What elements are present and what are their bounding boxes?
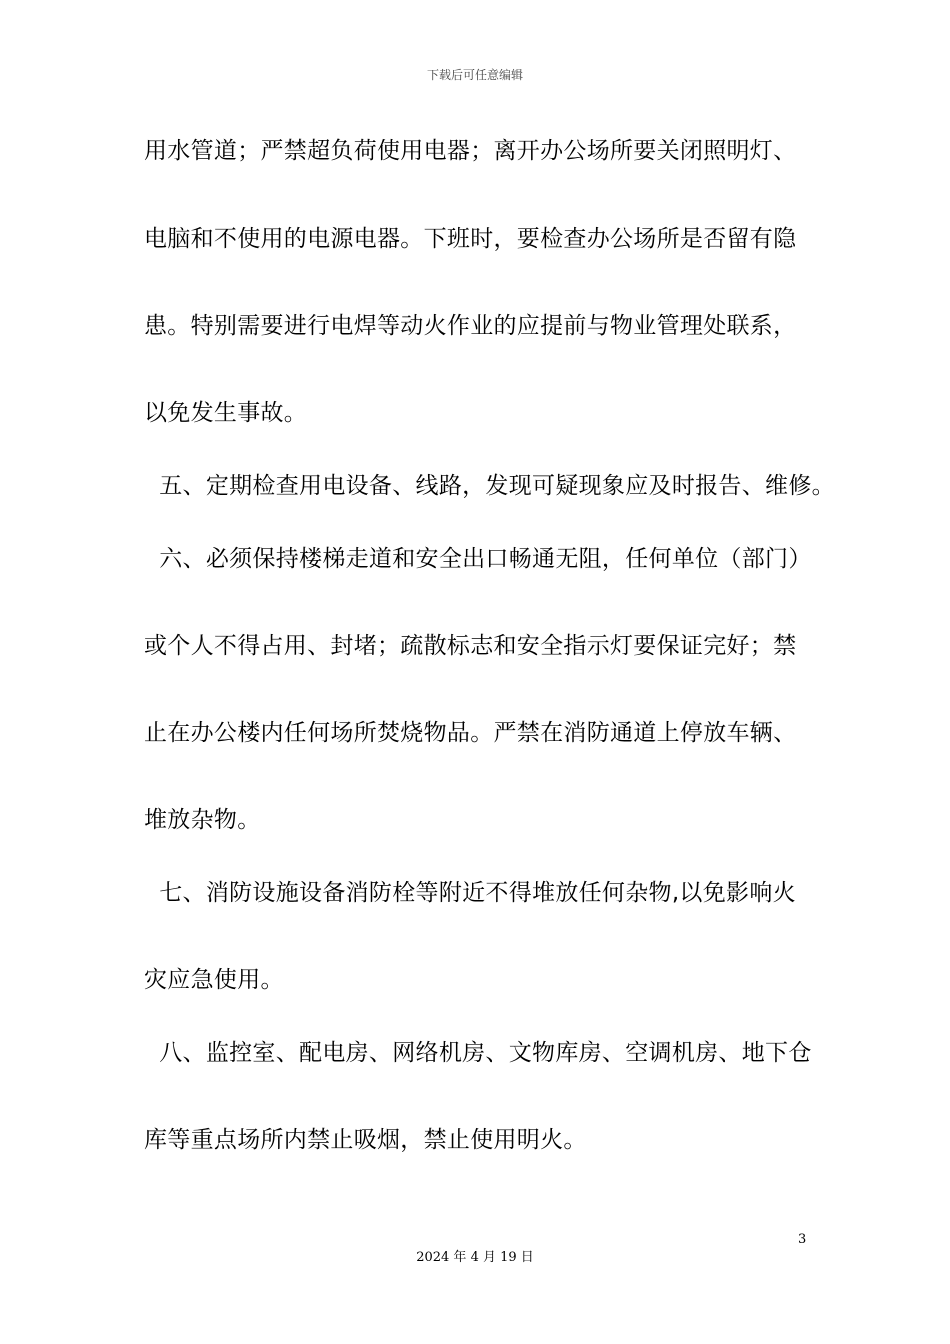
body-line: 六、必须保持楼梯走道和安全出口畅通无阻，任何单位（部门）	[144, 546, 812, 572]
body-line: 以免发生事故。	[144, 400, 308, 426]
body-line: 患。特别需要进行电焊等动火作业的应提前与物业管理处联系，	[144, 313, 797, 339]
footer-date: 2024 年 4 月 19 日	[416, 1250, 534, 1265]
body-line: 五、定期检查用电设备、线路，发现可疑现象应及时报告、维修。	[144, 473, 835, 499]
body-line: 七、消防设施设备消防栓等附近不得堆放任何杂物,以免影响火	[144, 880, 796, 906]
page-header: 下载后可任意编辑	[426, 68, 523, 82]
body-line: 或个人不得占用、封堵；疏散标志和安全指示灯要保证完好；禁	[144, 633, 797, 659]
body-line: 电脑和不使用的电源电器。下班时，要检查办公场所是否留有隐	[144, 226, 797, 252]
body-line: 八、监控室、配电房、网络机房、文物库房、空调机房、地下仓	[144, 1040, 812, 1066]
body-line: 灾应急使用。	[144, 967, 284, 993]
page-number: 3	[798, 1232, 807, 1247]
body-line: 堆放杂物。	[144, 807, 261, 833]
body-line: 止在办公楼内任何场所焚烧物品。严禁在消防通道上停放车辆、	[144, 720, 797, 746]
body-line: 用水管道；严禁超负荷使用电器；离开办公场所要关闭照明灯、	[144, 138, 797, 164]
body-line: 库等重点场所内禁止吸烟，禁止使用明火。	[144, 1127, 587, 1153]
